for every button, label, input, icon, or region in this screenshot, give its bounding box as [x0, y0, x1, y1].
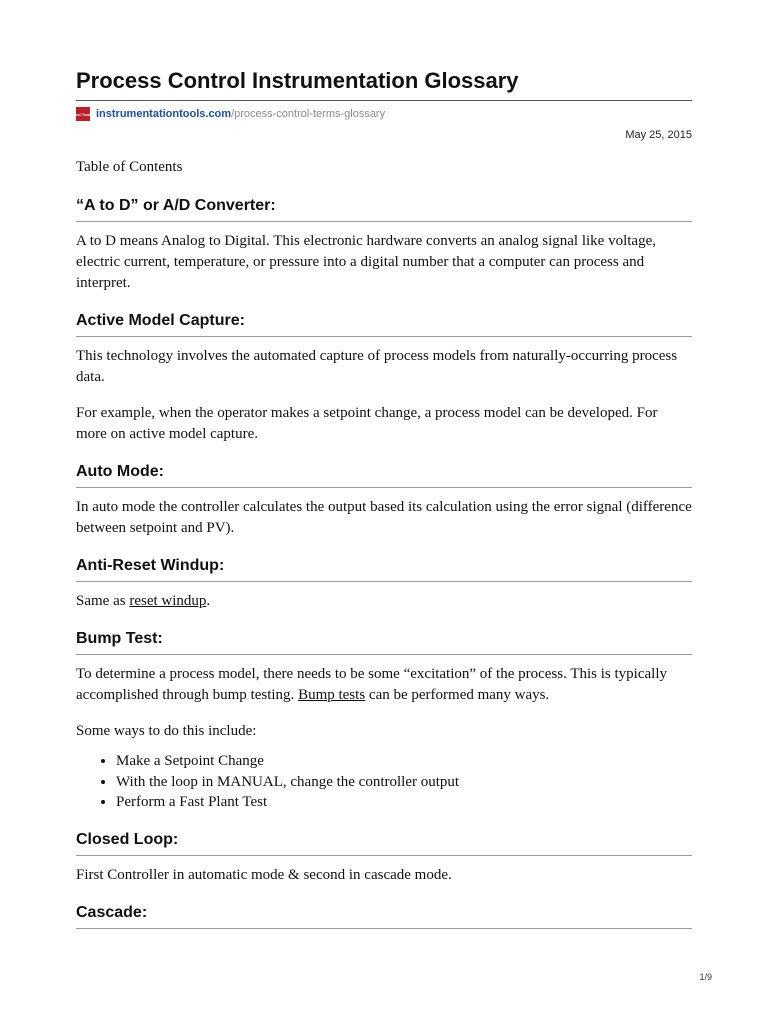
text-suffix: can be performed many ways.	[365, 687, 550, 703]
section-heading: Cascade:	[76, 902, 692, 929]
bump-tests-link[interactable]: Bump tests	[298, 687, 366, 703]
section-paragraph: In auto mode the controller calculates the output based its calculation using the error signal (difference between setpoint and PV).	[76, 499, 692, 536]
list-item: • With the loop in MANUAL, change the controller output	[116, 772, 692, 793]
bump-test-list	[76, 751, 692, 813]
section-active-model-capture	[76, 310, 692, 445]
section-heading: Active Model Capture:	[76, 310, 692, 337]
section-heading: Anti-Reset Windup:	[76, 555, 692, 582]
text-prefix: To determine a process model, there needs to be some “excitation” of the process. This is typically accomplished through bump testing.	[76, 666, 667, 703]
source-domain-link[interactable]: instrumentationtools.com	[96, 108, 232, 120]
article-content	[76, 157, 692, 945]
site-favicon-icon: Inst Tools	[76, 107, 90, 121]
source-line	[73, 106, 386, 122]
section-paragraph: For example, when the operator makes a setpoint change, a process model can be developed. For more on active model capture.	[76, 405, 658, 442]
reset-windup-link[interactable]: reset windup	[129, 593, 207, 609]
section-bump-test	[76, 628, 692, 813]
list-item: • Make a Setpoint Change	[116, 751, 692, 772]
section-cascade	[76, 902, 692, 929]
section-anti-reset-windup	[76, 555, 692, 612]
text-suffix: .	[206, 593, 211, 609]
table-of-contents-label: Table of Contents	[76, 159, 183, 175]
section-heading: Bump Test:	[76, 628, 692, 655]
section-ad-converter	[76, 195, 692, 294]
section-heading: Closed Loop:	[76, 829, 692, 856]
section-auto-mode	[76, 461, 692, 539]
section-closed-loop	[76, 829, 692, 886]
section-paragraph: First Controller in automatic mode & second in cascade mode.	[76, 866, 452, 883]
publish-date: May 25, 2015	[625, 129, 692, 141]
title-divider	[76, 100, 692, 101]
section-paragraph	[76, 591, 692, 612]
section-heading: Auto Mode:	[76, 461, 692, 488]
text-prefix: Same as	[76, 593, 130, 609]
section-paragraph: A to D means Analog to Digital. This electronic hardware converts an analog signal like voltage, electric current, temperature, or pressure into a digital number that a computer can process and interpret.	[76, 233, 656, 291]
section-paragraph	[76, 664, 692, 706]
page-number: 1/9	[699, 972, 712, 982]
page-title: Process Control Instrumentation Glossary	[76, 68, 519, 93]
section-paragraph: Some ways to do this include:	[76, 723, 257, 739]
section-heading: “A to D” or A/D Converter:	[76, 195, 692, 222]
source-path-link[interactable]: /process-control-terms-glossary	[231, 108, 386, 120]
section-paragraph: This technology involves the automated capture of process models from naturally-occurring process data.	[76, 348, 678, 385]
list-item: • Perform a Fast Plant Test	[116, 792, 692, 813]
